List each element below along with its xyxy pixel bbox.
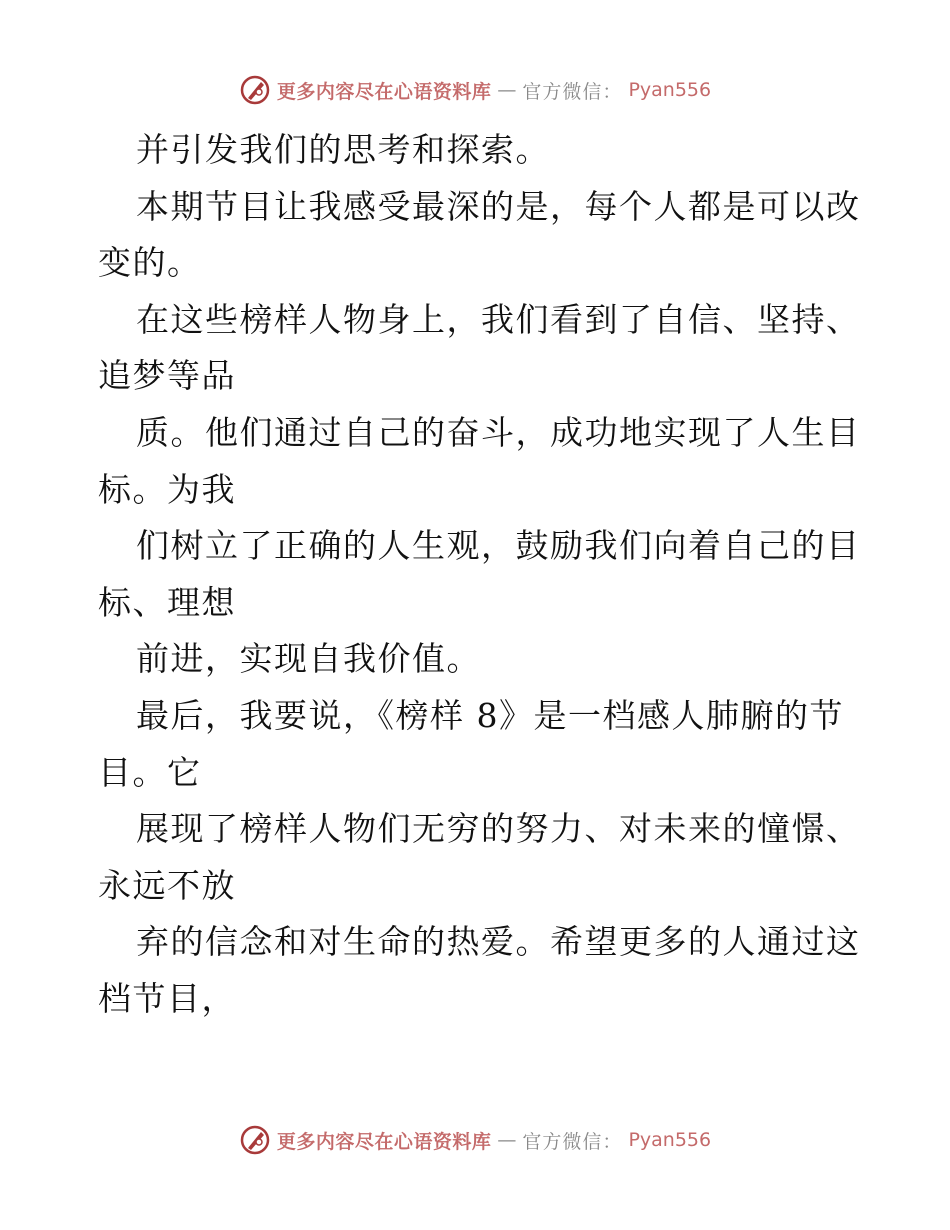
text-line: 最后，我要说，《榜样 8》是一档感人肺腑的节: [136, 695, 844, 735]
text-line: 在这些榜样人物身上，我们看到了自信、坚持、: [136, 299, 861, 339]
banner-dash: —: [497, 79, 517, 101]
text-line: 并引发我们的思考和探索。: [136, 130, 550, 169]
text-line: 档节目，: [98, 978, 236, 1018]
banner-dash: —: [497, 1129, 517, 1151]
footer-watermark: [0, 1122, 950, 1158]
banner-sub-text: 官方微信：: [522, 80, 623, 103]
header-watermark: [0, 72, 950, 108]
banner-wechat-id: Pyan556: [628, 1129, 712, 1151]
text-line: 目。它: [98, 752, 202, 792]
banner-sub-text: 官方微信：: [522, 1130, 623, 1153]
text-line: 标、理想: [98, 582, 236, 622]
text-line: 质。他们通过自己的奋斗，成功地实现了人生目: [136, 412, 861, 452]
text-line: 本期节目让我感受最深的是，每个人都是可以改: [136, 186, 861, 226]
text-line: 前进，实现自我价值。: [136, 639, 481, 679]
text-line: 永远不放: [98, 865, 236, 905]
text-line: 变的。: [98, 243, 202, 283]
banner-wechat-id: Pyan556: [628, 79, 712, 101]
banner-main-text: 更多内容尽在心语资料库: [276, 80, 492, 103]
text-line: 追梦等品: [98, 356, 236, 396]
text-line: 展现了榜样人物们无穷的努力、对未来的憧憬、: [136, 809, 861, 849]
quill-logo-icon: [239, 1124, 271, 1156]
text-line: 们树立了正确的人生观，鼓励我们向着自己的目: [136, 526, 861, 566]
quill-logo-icon: [239, 74, 271, 106]
text-line: 标。为我: [98, 469, 236, 509]
text-line: 弃的信念和对生命的热爱。希望更多的人通过这: [136, 922, 861, 962]
body-text: [98, 122, 861, 1028]
banner-main-text: 更多内容尽在心语资料库: [276, 1130, 492, 1153]
